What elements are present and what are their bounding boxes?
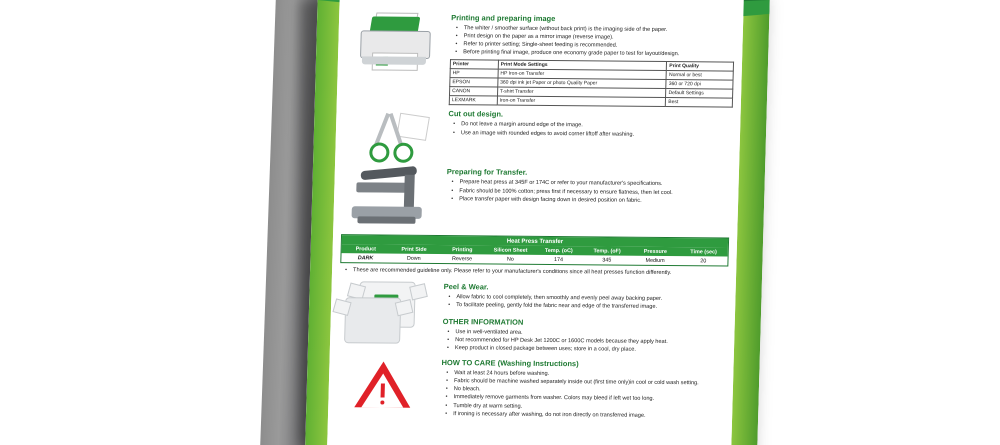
list-item: • If ironing is necessary after washing, do not iron directly on transferred image. bbox=[449, 410, 724, 421]
peel-wear-text bbox=[442, 282, 728, 355]
care-text bbox=[440, 358, 726, 420]
heat-press-illustration bbox=[341, 167, 439, 230]
tshirt-illustration bbox=[338, 281, 436, 352]
cut-out-bullets bbox=[448, 121, 732, 140]
table-row: HP HP Iron-on Transfer Normal or best bbox=[450, 69, 733, 80]
list-item: • Not recommended for HP Desk Jet 1200C or 1600C models because they apply heat. bbox=[451, 336, 726, 347]
heat-press-icon bbox=[349, 167, 431, 230]
list-item: • No bleach. bbox=[450, 385, 725, 396]
peel-heading: Peel & Wear. bbox=[443, 281, 489, 291]
col-header-printer: Printer bbox=[450, 60, 498, 69]
printing-heading: Printing and preparing image bbox=[451, 13, 556, 24]
printer-settings-table bbox=[449, 60, 734, 108]
section-cut-out bbox=[343, 109, 733, 166]
list-item: • Use in well-ventilated area. bbox=[451, 328, 726, 339]
other-info-heading: OTHER INFORMATION bbox=[442, 316, 524, 327]
list-item: • Allow fabric to cool completely, then smoothly and evenly peel away backing paper. bbox=[452, 293, 727, 304]
list-item: • Print design on the paper as a mirror image (reverse image). bbox=[460, 32, 735, 43]
list-item: • Fabric should be machine washed separately inside out (first time only)in cool or cold wash setting. bbox=[450, 377, 725, 388]
preparing-transfer-text bbox=[445, 168, 731, 232]
heat-press-footnote bbox=[340, 267, 728, 278]
list-item: • Prepare heat press at 345F or 174C or refer to your manufacturer's specifications. bbox=[455, 179, 730, 190]
printer-illustration bbox=[345, 12, 444, 105]
list-item: • Before printing final image, produce one economy grade paper to test for layout/design. bbox=[459, 49, 734, 60]
list-item: • Do not leave a margin around edge of the image. bbox=[457, 121, 732, 132]
warning-illustration bbox=[336, 357, 434, 417]
tshirt-icon bbox=[338, 281, 436, 342]
scissors-icon bbox=[353, 109, 431, 164]
list-item: • To facilitate peeling, gently fold the fabric near and edge of the transferred image. bbox=[452, 301, 727, 312]
instruction-sheet bbox=[305, 0, 770, 445]
list-item: • Immediately remove garments from washer. Colors may bleed if left wet too long. bbox=[449, 394, 724, 405]
scissors-illustration bbox=[343, 109, 441, 164]
section-care bbox=[336, 357, 726, 420]
cut-out-heading: Cut out design. bbox=[448, 109, 504, 120]
printing-bullets bbox=[450, 24, 735, 59]
warning-triangle-icon bbox=[346, 357, 424, 414]
table-row: CANON T-shirt Transfer Default Settings bbox=[449, 87, 732, 98]
care-heading: HOW TO CARE (Washing Instructions) bbox=[441, 358, 579, 369]
cut-out-text bbox=[447, 110, 733, 166]
list-item: • These are recommended guideline only. Please refer to your manufacturer's conditions since all heat presses function differently. bbox=[349, 267, 728, 278]
table-row: LEXMARK Iron-on Transfer Best bbox=[449, 96, 732, 107]
table-row: EPSON 360 dpi ink jet Paper or photo Quality Paper 360 or 720 dpi bbox=[450, 78, 733, 89]
list-item: • Wait at least 24 hours before washing. bbox=[450, 369, 725, 380]
col-header-print-mode: Print Mode Settings bbox=[498, 60, 667, 70]
heat-press-title: Heat Press Transfer bbox=[342, 236, 728, 248]
heat-press-transfer-table bbox=[340, 235, 729, 267]
heat-press-value-row: DARK Down Reverse No 174 345 Medium 20 bbox=[357, 255, 707, 265]
section-preparing-transfer bbox=[341, 167, 731, 232]
list-item: • Use an image with rounded edges to avoid corner liftoff after washing. bbox=[457, 129, 732, 140]
list-item: • Place transfer paper with design facing down in desired position on fabric. bbox=[455, 195, 730, 206]
section-printing bbox=[345, 12, 736, 108]
section-peel-wear bbox=[338, 281, 728, 355]
list-item: • Fabric should be 100% cotton; press first if necessary to ensure flatness, then let cool. bbox=[455, 187, 730, 198]
list-item: • Keep product in closed package between uses; store in a cool, dry place. bbox=[451, 344, 726, 355]
col-header-print-quality: Print Quality bbox=[667, 62, 734, 72]
list-item: • The whiter / smoother surface (without back print) is the imaging side of the paper. bbox=[460, 24, 735, 35]
page-content bbox=[327, 0, 744, 445]
preparing-heading: Preparing for Transfer. bbox=[446, 167, 528, 178]
printing-text bbox=[449, 13, 736, 108]
preparing-bullets bbox=[446, 179, 731, 206]
other-info-bullets bbox=[442, 328, 727, 355]
peel-bullets bbox=[443, 293, 727, 312]
list-item: • Tumble dry at warm setting. bbox=[449, 402, 724, 413]
care-bullets bbox=[440, 369, 725, 420]
heat-press-header-row: Product Print Side Printing Silicon Sheet Temp. (oC) Temp. (oF) Pressure Time (sec) bbox=[342, 245, 728, 257]
printer-icon bbox=[356, 12, 434, 71]
list-item: • Refer to printer setting; Single-sheet feeding is recommended. bbox=[459, 40, 734, 51]
